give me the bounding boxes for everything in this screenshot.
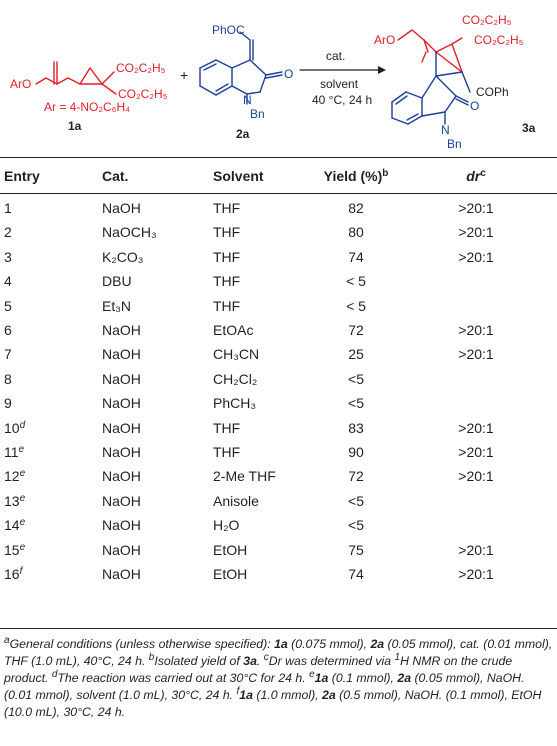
product-ester-2: CO₂C₂H₅ (474, 33, 524, 47)
cell-catalyst: NaOH (102, 468, 141, 485)
product-benzoyl: COPh (476, 85, 509, 99)
cell-catalyst: NaOH (102, 444, 141, 460)
cell-entry: 10$^d$ (4, 419, 26, 436)
reactant-2a-carbonyl-o: O (284, 67, 294, 81)
table-row (0, 244, 557, 268)
condition-catalyst: cat. (326, 49, 346, 63)
footnote-a-text: (0.075 mmol), (287, 637, 371, 651)
header-yield: Yield (%)$^b$ (323, 168, 389, 184)
table-row (0, 195, 557, 219)
product-3a-structure (392, 30, 470, 124)
cell-yield: 83 (348, 419, 364, 436)
cell-solvent: 2-Me THF (213, 468, 276, 485)
cell-entry: 12e (4, 468, 26, 485)
table-header-rule (0, 193, 557, 194)
cell-solvent: EtOH (213, 566, 248, 582)
cell-dr: >20:1 (458, 566, 494, 582)
cell-catalyst: NaOH (102, 200, 141, 216)
footnote-a-text: General conditions (unless otherwise specified): (9, 637, 275, 651)
cell-solvent: THF (213, 444, 241, 460)
footnote-c-text: Dr was determined via (268, 654, 395, 668)
footnote-paragraph (4, 636, 553, 721)
cell-catalyst: NaOH (102, 419, 141, 436)
cell-dr: >20:1 (458, 468, 494, 485)
table-row (0, 366, 557, 390)
cell-catalyst: NaOH (102, 492, 141, 509)
product-ester-1: CO₂C₂H₅ (462, 13, 512, 27)
footnote-a-compound: 2a (370, 637, 385, 651)
condition-solvent: solvent (320, 77, 359, 91)
product-label: 3a (522, 121, 536, 135)
product-aryl-ester: ArO (374, 33, 396, 47)
cell-yield: 74 (348, 248, 364, 265)
cell-catalyst: NaOH (102, 541, 141, 558)
reactant-1a-ar-definition: Ar = 4-NO₂C₆H₄ (44, 100, 131, 114)
table-bottom-rule (0, 628, 557, 629)
table-row (0, 537, 557, 561)
footnote-f-text: (1.0 mmol), (252, 688, 322, 702)
cell-yield: 25 (348, 346, 364, 363)
cell-solvent: Anisole (213, 492, 259, 509)
table-row (0, 317, 557, 341)
table-row (0, 293, 557, 317)
cell-entry: 2 (4, 224, 12, 241)
footnote-b-text: Isolated yield of (154, 654, 244, 668)
cell-dr: >20:1 (458, 444, 494, 460)
reactant-2a-acyl: PhOC (212, 23, 245, 37)
cell-yield: 80 (348, 224, 364, 241)
cell-catalyst: DBU (102, 273, 132, 290)
cell-yield: <5 (348, 395, 364, 412)
cell-yield: <5 (348, 492, 364, 509)
reactant-2a-nitrogen: N (243, 93, 252, 107)
reaction-arrow (300, 66, 386, 74)
cell-catalyst: NaOH (102, 370, 141, 387)
cell-entry: 8 (4, 370, 12, 387)
cell-dr: >20:1 (458, 224, 494, 241)
footnote-c-mark: c (263, 652, 269, 663)
cell-solvent: THF (213, 248, 241, 265)
product-nitrogen: N (441, 123, 450, 137)
reactant-1a-aryl-ester: ArO (10, 77, 32, 91)
cell-solvent: CH₂Cl₂ (213, 370, 258, 387)
cell-yield: 90 (348, 444, 364, 460)
cell-yield: < 5 (346, 297, 366, 314)
cell-entry: 14e (4, 517, 26, 534)
header-catalyst: Cat. (102, 168, 129, 184)
footnote-e-mark: e (309, 669, 315, 680)
footnote-b-compound: 3a (243, 654, 257, 668)
header-dr: $dr^c$ (466, 168, 486, 184)
table-header (0, 158, 557, 192)
cell-entry: 1 (4, 200, 12, 216)
cell-entry: 4 (4, 273, 12, 290)
condition-temp-time: 40 °C, 24 h (312, 93, 373, 107)
footnote-b-mark: b (148, 652, 155, 663)
table-row (0, 439, 557, 463)
reactant-1a-label: 1a (68, 119, 82, 133)
cell-yield: 72 (348, 322, 364, 338)
footnote-a-mark: a (4, 635, 10, 646)
footnote-a-text: (0.05 mmol), cat. (0.01 mmol), THF (1.0 mL), 40°C, 24 h. (4, 637, 553, 668)
cell-solvent: THF (213, 200, 241, 216)
footnote-a-compound: 1a (274, 637, 288, 651)
table-row (0, 341, 557, 365)
footnote-f-compound: 2a (322, 688, 336, 702)
cell-solvent: H₂O (213, 517, 240, 534)
reactant-2a-label: 2a (236, 127, 250, 141)
cell-catalyst: NaOCH₃ (102, 224, 157, 241)
cell-entry: 16$^f$ (4, 566, 23, 582)
reactant-1a-structure (36, 62, 116, 94)
cell-catalyst: NaOH (102, 322, 141, 338)
cell-catalyst: NaOH (102, 395, 141, 412)
cell-entry: 11e (4, 444, 25, 460)
cell-catalyst: NaOH (102, 566, 141, 582)
footnote-c-isotope: 1 (394, 652, 401, 663)
cell-solvent: PhCH₃ (213, 395, 257, 412)
table-row (0, 561, 557, 585)
product-benzyl: Bn (447, 137, 462, 150)
footnote-f-compound: 1a (239, 688, 253, 702)
table-row (0, 488, 557, 512)
cell-solvent: THF (213, 419, 241, 436)
footnote-e-compound: 2a (397, 671, 412, 685)
plus-sign: + (180, 67, 189, 83)
cell-dr: >20:1 (458, 346, 494, 363)
cell-dr: >20:1 (458, 322, 494, 338)
cell-catalyst: NaOH (102, 346, 141, 363)
cell-entry: 7 (4, 346, 12, 363)
cell-solvent: CH₃CN (213, 346, 260, 363)
footnote-d-mark: d (51, 669, 58, 680)
cell-entry: 9 (4, 395, 12, 412)
cell-catalyst: NaOH (102, 517, 141, 534)
footnote-f-text: (0.5 mmol), NaOH. (0.1 mmol), EtOH (10.0 mL), 30°C, 24 h. (4, 688, 542, 719)
table-footnotes (4, 636, 553, 721)
table-row (0, 463, 557, 487)
reaction-scheme (0, 0, 557, 150)
table-row (0, 268, 557, 292)
cell-entry: 6 (4, 322, 12, 338)
cell-dr: >20:1 (458, 419, 494, 436)
cell-dr: >20:1 (458, 200, 494, 216)
table-row (0, 390, 557, 414)
reactant-2a-structure (200, 32, 282, 104)
table-row (0, 415, 557, 439)
cell-entry: 15e (4, 541, 26, 558)
cell-solvent: EtOAc (213, 322, 254, 338)
header-entry: Entry (4, 168, 40, 184)
table-row (0, 512, 557, 536)
cell-solvent: THF (213, 224, 241, 241)
reactant-1a-ester-1: CO₂C₂H₅ (116, 61, 166, 75)
footnote-f-mark: f (236, 686, 240, 697)
cell-yield: 82 (348, 200, 364, 216)
cell-yield: 72 (348, 468, 364, 485)
cell-catalyst: Et₃N (102, 297, 132, 314)
cell-dr: >20:1 (458, 248, 494, 265)
cell-yield: < 5 (346, 273, 366, 290)
footnote-e-text: (0.1 mmol), (328, 671, 398, 685)
cell-entry: 5 (4, 297, 12, 314)
cell-yield: <5 (348, 517, 364, 534)
footnote-e-text: (0.05 mmol), NaOH. (0.01 mmol), solvent (1.0 mL), 30°C, 24 h. (4, 671, 525, 702)
reactant-1a-ester-2: CO₂C₂H₅ (118, 87, 168, 101)
cell-yield: 75 (348, 541, 364, 558)
product-carbonyl-o: O (470, 99, 480, 113)
cell-entry: 13e (4, 492, 26, 509)
cell-yield: 74 (348, 566, 364, 582)
cell-catalyst: K₂CO₃ (102, 248, 144, 265)
cell-yield: <5 (348, 370, 364, 387)
cell-dr: >20:1 (458, 541, 494, 558)
cell-solvent: EtOH (213, 541, 248, 558)
footnote-c-text: H NMR on the crude product. (4, 654, 513, 685)
cell-solvent: THF (213, 297, 241, 314)
cell-entry: 3 (4, 248, 12, 265)
reactant-2a-benzyl: Bn (250, 107, 265, 121)
header-solvent: Solvent (213, 168, 264, 184)
footnote-e-compound: 1a (314, 671, 329, 685)
footnote-b-text: . (256, 654, 264, 668)
footnote-d-text: The reaction was carried out at 30°C for 24 h. (57, 671, 310, 685)
cell-solvent: THF (213, 273, 241, 290)
table-row (0, 219, 557, 243)
